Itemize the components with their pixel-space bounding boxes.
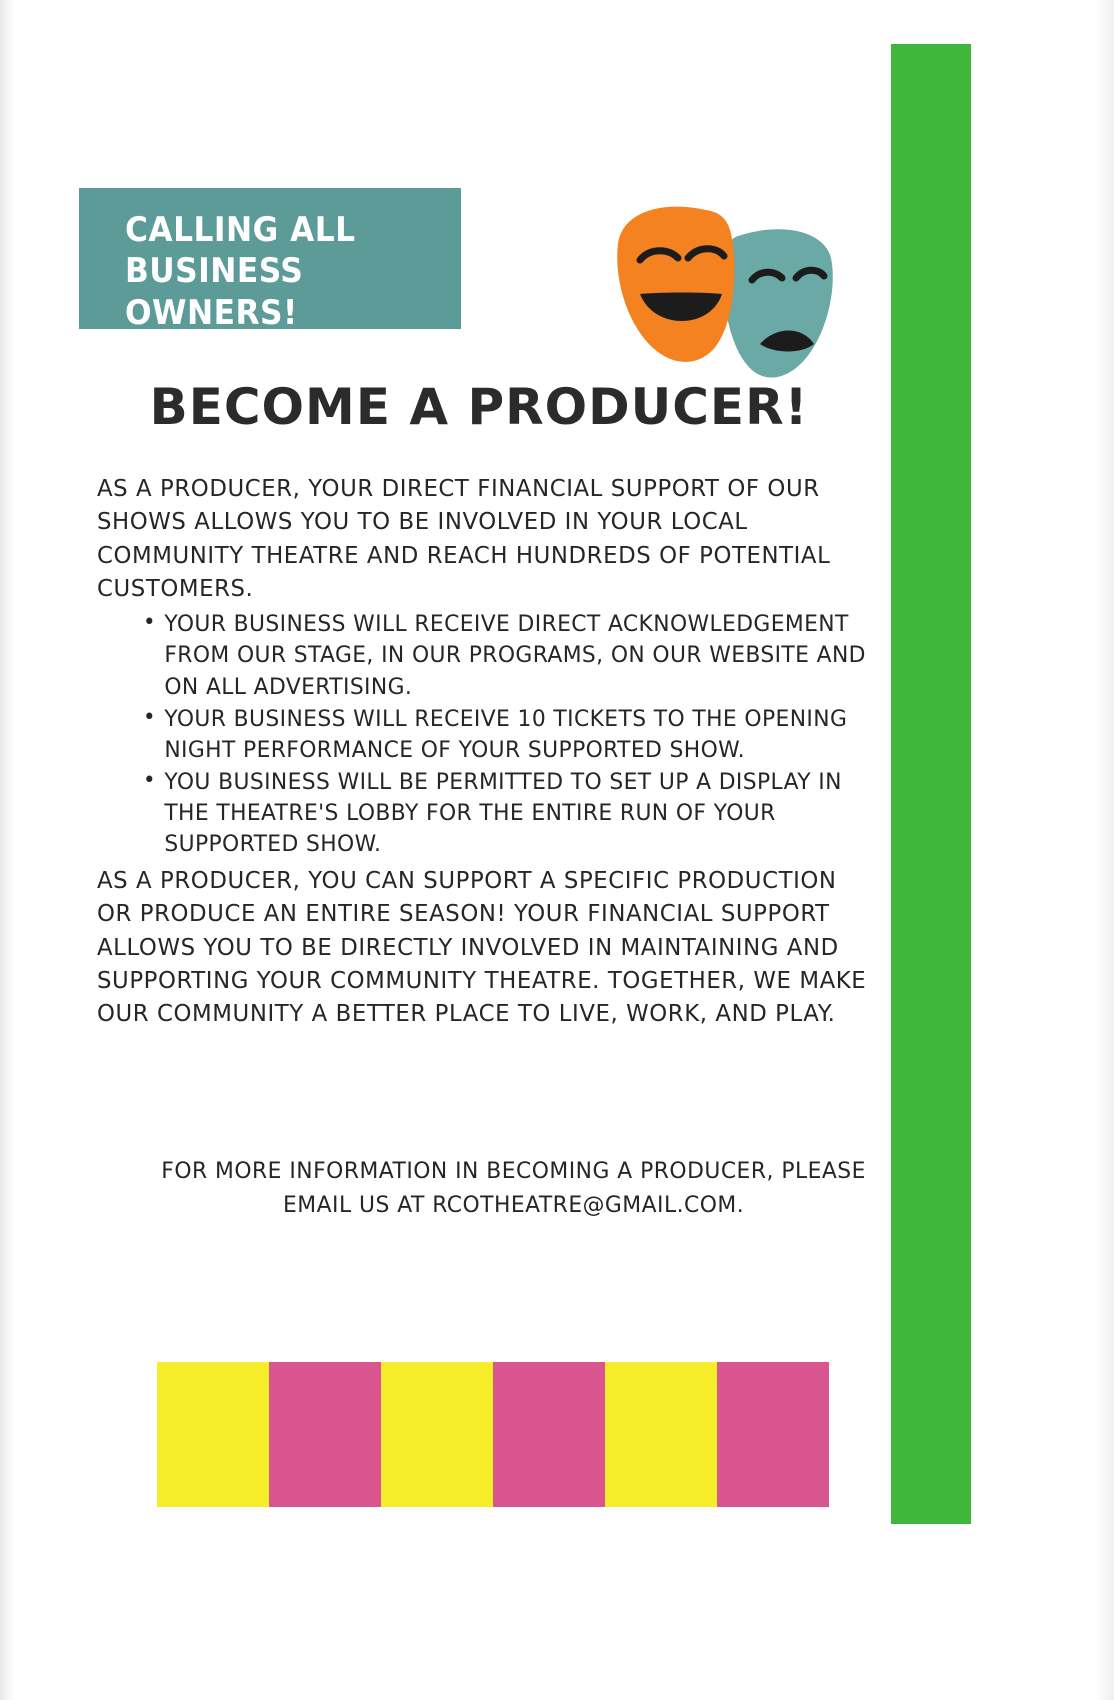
swatch-3 [381,1362,493,1507]
scan-edge-left [0,0,14,1700]
page-title: BECOME A PRODUCER! [149,378,809,436]
theatre-masks-icon [610,196,840,391]
swatch-5 [605,1362,717,1507]
swatch-4 [493,1362,605,1507]
banner-line-2: BUSINESS OWNERS! [125,251,304,333]
list-item: • YOU BUSINESS WILL BE PERMITTED TO SET UP A DISPLAY IN THE THEATRE'S LOBBY FOR THE ENTIRE RUN OF YOUR SUPPORTED SHOW. [143,767,874,860]
green-vertical-bar [891,44,971,1524]
intro-paragraph: AS A PRODUCER, YOUR DIRECT FINANCIAL SUPPORT OF OUR SHOWS ALLOWS YOU TO BE INVOLVED IN YOUR LOCAL COMMUNITY THEATRE AND REACH HUNDREDS OF POTENTIAL CUSTOMERS. [97,474,831,603]
color-swatch-strip [157,1362,829,1507]
scan-edge-right [1096,0,1114,1700]
contact-info: FOR MORE INFORMATION IN BECOMING A PRODUCER, PLEASE EMAIL US AT RCOTHEATRE@GMAIL.COM. [161,1158,866,1218]
swatch-1 [157,1362,269,1507]
benefits-list [97,609,897,859]
swatch-6 [717,1362,829,1507]
list-item: • YOUR BUSINESS WILL RECEIVE DIRECT ACKNOWLEDGEMENT FROM OUR STAGE, IN OUR PROGRAMS, ON OUR WEBSITE AND ON ALL ADVERTISING. [143,609,874,702]
calling-all-business-owners-banner [79,188,461,333]
list-item: • YOUR BUSINESS WILL RECEIVE 10 TICKETS TO THE OPENING NIGHT PERFORMANCE OF YOUR SUPPORTED SHOW. [143,704,874,766]
swatch-2 [269,1362,381,1507]
closing-paragraph: AS A PRODUCER, YOU CAN SUPPORT A SPECIFIC PRODUCTION OR PRODUCE AN ENTIRE SEASON! YOUR FINANCIAL SUPPORT ALLOWS YOU TO BE DIRECTLY INVOLVED IN MAINTAINING AND SUPPORTING YOUR COMMUNITY THEATRE. TOGETHER, WE MAKE OUR COMMUNITY A BETTER PLACE TO LIVE, WORK, AND PLAY. [97,865,867,1028]
body-content [97,472,897,1033]
banner-line-1: CALLING ALL [125,210,356,250]
